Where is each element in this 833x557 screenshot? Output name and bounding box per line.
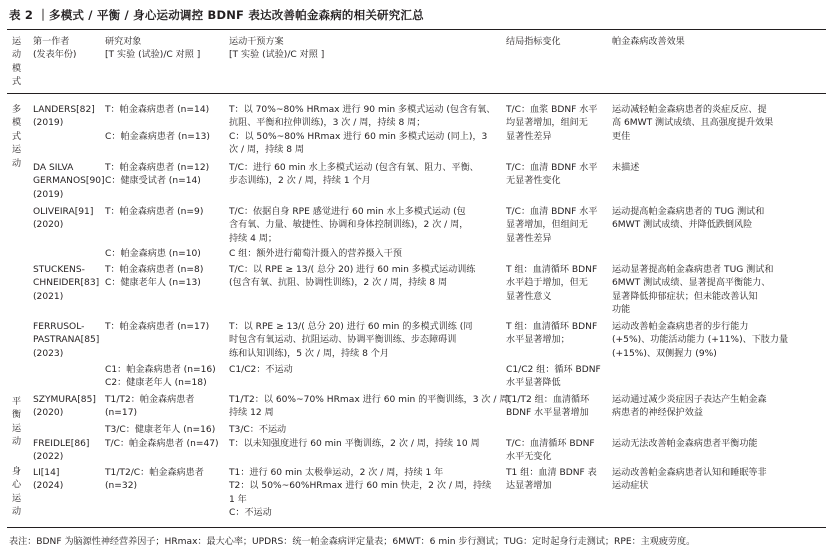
group-label-line: 运 [12,493,22,504]
cell-intervention-line: T：以 RPE ≥ 13/( 总分 20) 进行 60 min 的多模式训练 (同 [229,322,473,332]
cell-effect [612,394,767,421]
cell-author-line: (2019) [33,189,64,200]
cell-author [33,394,96,421]
cell-intervention [229,424,286,437]
cell-intervention [229,248,402,261]
cell-result-line: 显著增加，但组间无 [506,220,588,231]
cell-result-line: T/C：血清循环 BDNF [506,439,595,449]
group-label [12,466,21,520]
cell-intervention [229,364,293,377]
cell-intervention-line: 抗阻、平衡和拉伸训练)，3 次 / 周，持续 8 周； [229,118,426,129]
cell-intervention-line: T：以未知强度进行 60 min 平衡训练，2 次 / 周，持续 10 周 [229,439,480,449]
cell-author-line: OLIVEIRA[91] [33,207,94,217]
header-rule [7,93,826,94]
header-effect [612,36,685,49]
cell-intervention [229,104,495,131]
cell-result-line: 显著性意义 [506,291,552,302]
cell-intervention-line: T/C：依据自身 RPE 感觉进行 60 min 水上多模式运动 (包 [229,207,466,217]
table-footnote: 表注：BDNF 为脑源性神经营养因子；HRmax：最大心率；UPDRS：统一帕金森病评定量表；6MWT：6 min 步行测试；TUG：定时起身行走测试；RPE：主观疲劳度。 [9,537,696,547]
cell-result [506,438,595,465]
cell-effect-line: 更佳 [612,131,631,142]
cell-author-line: LI[14] [33,468,60,478]
cell-author-line: SZYMURA[85] [33,395,96,405]
cell-author [33,104,95,131]
cell-effect-line: 运动症状 [612,481,649,492]
group-label-line: 运 [12,145,22,156]
cell-subject-line: C：帕金森病患 (n=10) [105,249,201,259]
cell-author-line: CHNEIDER[83] [33,278,100,289]
cell-subject-line: T：帕金森病患者 (n=8) [105,265,204,275]
group-label-line: 运 [12,423,22,434]
cell-intervention-line: 步态训练)，2 次 / 周，持续 1 个月 [229,176,371,187]
cell-author [33,206,93,233]
header-author [33,36,76,63]
cell-author-line: FREIDLE[86] [33,439,90,449]
cell-author-line: GERMANOS[90] [33,176,105,187]
header-subject [105,36,200,63]
cell-result-line: 水平显著降低 [506,378,561,389]
cell-author-line: (2021) [33,291,64,302]
cell-effect-line: 运动显著提高帕金森病患者 TUG 测试和 [612,265,774,275]
cell-effect-line: (+5%)、功能活动能力 (+11%)、下肢力量 [612,335,789,346]
header-subject-line: 研究对象 [105,37,142,47]
bottom-rule [7,527,826,528]
cell-subject [105,394,194,421]
table-title: 表 2 ｜多模式 / 平衡 / 身心运动调控 BDNF 表达改善帕金森病的相关研究汇总 [9,8,424,22]
cell-result-line: T 组：血清循环 BDNF [506,322,598,332]
cell-effect-line: 未描述 [612,163,640,173]
header-effect-line: 帕金森病改善效果 [612,37,685,47]
group-label-line: 平 [12,397,22,407]
header-author-line: (发表年份) [33,50,77,61]
cell-result-line: T1 组：血清 BDNF 表 [506,468,597,478]
cell-author-line: DA SILVA [33,163,74,173]
cell-effect-line: 运动通过减少炎症因子表达产生帕金森 [612,395,767,405]
cell-subject-line: (n=32) [105,481,138,492]
cell-result-line: T1/T2 组：血清循环 [506,395,590,405]
cell-intervention-line: C：不运动 [229,508,272,519]
cell-result-line: C1/C2 组：循环 BDNF [506,365,601,375]
cell-author-line: LANDERS[82] [33,105,95,115]
cell-author-line: (2020) [33,408,64,419]
cell-author [33,438,89,465]
group-label-line: 动 [12,158,22,169]
cell-subject [105,424,215,437]
cell-subject-line: T：帕金森病患者 (n=9) [105,207,204,217]
cell-intervention-line: 1 年 [229,494,247,505]
cell-effect [612,206,764,233]
group-label-line: 模 [12,118,22,129]
cell-effect-line: 功能 [612,305,631,316]
cell-subject-line: T/C：帕金森病患者 (n=47) [105,439,219,449]
cell-effect [612,321,788,361]
header-type-line: 运 [12,37,22,47]
cell-intervention-line: 练和认知训练)，5 次 / 周，持续 8 个月 [229,348,389,359]
cell-effect-line: 运动改善帕金森病患者的步行能力 [612,322,749,332]
cell-subject [105,321,209,334]
cell-effect-line: 高 6MWT 测试成绩、且高强度提升效果 [612,118,774,129]
cell-effect-line: 运动改善帕金森病患者认知和睡眠等非 [612,468,767,478]
cell-result-line: T 组：血清循环 BDNF [506,265,598,275]
header-type [12,36,21,90]
cell-subject [105,104,209,117]
cell-subject-line: T3/C：健康老年人 (n=16) [105,425,216,435]
cell-intervention-line: C1/C2：不运动 [229,365,293,375]
group-label [12,396,21,450]
cell-intervention-line: T/C：进行 60 min 水上多模式运动 (包含有氧、阻力、平衡、 [229,163,479,173]
cell-subject [105,264,203,291]
cell-intervention-line: T1：进行 60 min 太极拳运动，2 次 / 周，持续 1 年 [229,468,444,478]
cell-author-line: PASTRANA[85] [33,335,100,346]
cell-intervention-line: C 组：额外进行葡萄汁摄入的营养摄入干预 [229,249,402,259]
cell-subject [105,162,209,189]
cell-effect-line: 6MWT 测试成绩、显著提高平衡能力、 [612,278,771,289]
cell-effect [612,438,758,451]
cell-result-line: T/C：血浆 BDNF 水平 [506,105,598,115]
cell-subject-line: T：帕金森病患者 (n=17) [105,322,210,332]
cell-intervention [229,131,487,158]
cell-intervention-line: C：以 50%~80% HRmax 进行 60 min 多模式运动 (同上)，3 [229,132,488,142]
cell-intervention [229,321,472,361]
group-label-line: 式 [12,131,22,142]
cell-subject-line: C1：帕金森病患者 (n=16) [105,365,216,375]
cell-result-line: 显著性差异 [506,131,552,142]
cell-result [506,467,597,494]
cell-subject-line: T1/T2/C：帕金森病患者 [105,468,204,478]
cell-effect-line: 运动提高帕金森病患者的 TUG 测试和 [612,207,765,217]
cell-effect [612,162,639,175]
group-label [12,104,21,171]
cell-result [506,206,598,246]
cell-author [33,264,99,304]
cell-intervention [229,467,491,521]
cell-intervention [229,264,475,291]
cell-result [506,162,598,189]
top-rule [7,29,826,30]
cell-intervention-line: 时包含有氧运动、抗阻运动、协调平衡训练、步态障碍训 [229,335,457,346]
cell-result [506,321,597,348]
cell-intervention-line: T：以 70%~80% HRmax 进行 90 min 多模式运动 (包含有氧、 [229,105,496,115]
group-label-line: 身 [12,467,22,477]
cell-result-line: BDNF 水平显著增加 [506,408,589,419]
header-intervention [229,36,324,63]
cell-author [33,321,99,361]
group-label-line: 动 [12,507,22,518]
cell-result-line: 水平无变化 [506,452,552,463]
cell-intervention-line: T3/C：不运动 [229,425,287,435]
cell-subject-line: T：帕金森病患者 (n=12) [105,163,210,173]
cell-subject-line: C：帕金森病患者 (n=13) [105,132,210,142]
cell-effect [612,467,767,494]
group-label-line: 多 [12,105,22,115]
cell-author-line: FERRUSOL- [33,322,85,332]
cell-author-line: (2023) [33,348,64,359]
cell-subject [105,131,210,144]
header-intervention-line: 运动干预方案 [229,37,284,47]
cell-intervention [229,162,479,189]
cell-result-line: 水平显著增加； [506,335,570,346]
cell-intervention [229,438,480,451]
cell-intervention-line: 持续 12 周 [229,408,274,419]
cell-intervention-line: T1/T2：以 60%~70% HRmax 进行 60 min 的平衡训练，3 次 / 周， [229,395,518,405]
cell-author-line: STUCKENS- [33,265,85,275]
cell-intervention-line: T2：以 50%~60%HRmax 进行 60 min 快走，2 次 / 周，持续 [229,481,492,492]
cell-subject-line: (n=17) [105,408,138,419]
cell-subject-line: T1/T2：帕金森病患者 [105,395,195,405]
cell-effect-line: 运动无法改善帕金森病患者平衡功能 [612,439,758,449]
cell-subject [105,206,203,219]
header-type-line: 模 [12,63,22,74]
header-intervention-line: [T 实验 (试验)/C 对照 ] [229,50,325,61]
cell-intervention-line: (包含有氧、抗阻、协调性训练)，2 次 / 周，持续 8 周 [229,278,448,289]
cell-result-line: 显著性差异 [506,233,552,244]
cell-intervention [229,394,518,421]
cell-author [33,162,105,202]
cell-subject [105,364,216,391]
cell-intervention-line: 次 / 周，持续 8 周 [229,145,304,156]
header-result-line: 结局指标变化 [506,37,561,47]
cell-result-line: 无显著性变化 [506,176,561,187]
cell-result-line: 均显著增加，组间无 [506,118,588,129]
cell-subject-line: C：健康受试者 (n=14) [105,176,201,187]
header-type-line: 动 [12,50,22,61]
cell-intervention [229,206,468,246]
cell-intervention-line: 含有氧、力量、敏捷性、协调和身体控制训练)，2 次 / 周， [229,220,469,231]
cell-effect-line: 6MWT 测试成绩、并降低跌倒风险 [612,220,753,231]
cell-effect [612,104,773,144]
cell-author-line: (2020) [33,220,64,231]
cell-author [33,467,63,494]
header-type-line: 式 [12,77,22,88]
cell-result [506,394,589,421]
cell-effect-line: 显著降低抑郁症状；但未能改善认知 [612,291,758,302]
header-author-line: 第一作者 [33,37,70,47]
cell-result [506,264,597,304]
group-label-line: 衡 [12,410,22,421]
group-label-line: 动 [12,437,22,448]
cell-subject-line: T：帕金森病患者 (n=14) [105,105,210,115]
cell-author-line: (2019) [33,118,64,129]
cell-result-line: 水平趋于增加，但无 [506,278,588,289]
cell-author-line: (2024) [33,481,64,492]
cell-effect-line: (+15%)、双侧握力 (9%) [612,348,717,359]
cell-subject [105,438,219,451]
cell-effect [612,264,773,318]
cell-result-line: T/C：血清 BDNF 水平 [506,163,598,173]
cell-result-line: 达显著增加 [506,481,552,492]
cell-subject-line: C：健康老年人 (n=13) [105,278,201,289]
cell-effect-line: 病患者的神经保护效益 [612,408,703,419]
cell-effect-line: 运动减轻帕金森病患者的炎症反应、提 [612,105,767,115]
cell-author-line: (2022) [33,452,64,463]
header-subject-line: [T 实验 (试验)/C 对照 ] [105,50,201,61]
cell-intervention-line: T/C：以 RPE ≥ 13/( 总分 20) 进行 60 min 多模式运动训练 [229,265,476,275]
cell-subject-line: C2：健康老年人 (n=18) [105,378,207,389]
group-label-line: 心 [12,480,22,491]
cell-result-line: T/C：血清 BDNF 水平 [506,207,598,217]
cell-intervention-line: 持续 4 周； [229,233,277,244]
cell-result [506,104,598,144]
header-result [506,36,561,49]
cell-result [506,364,601,391]
cell-subject [105,248,201,261]
cell-subject [105,467,204,494]
